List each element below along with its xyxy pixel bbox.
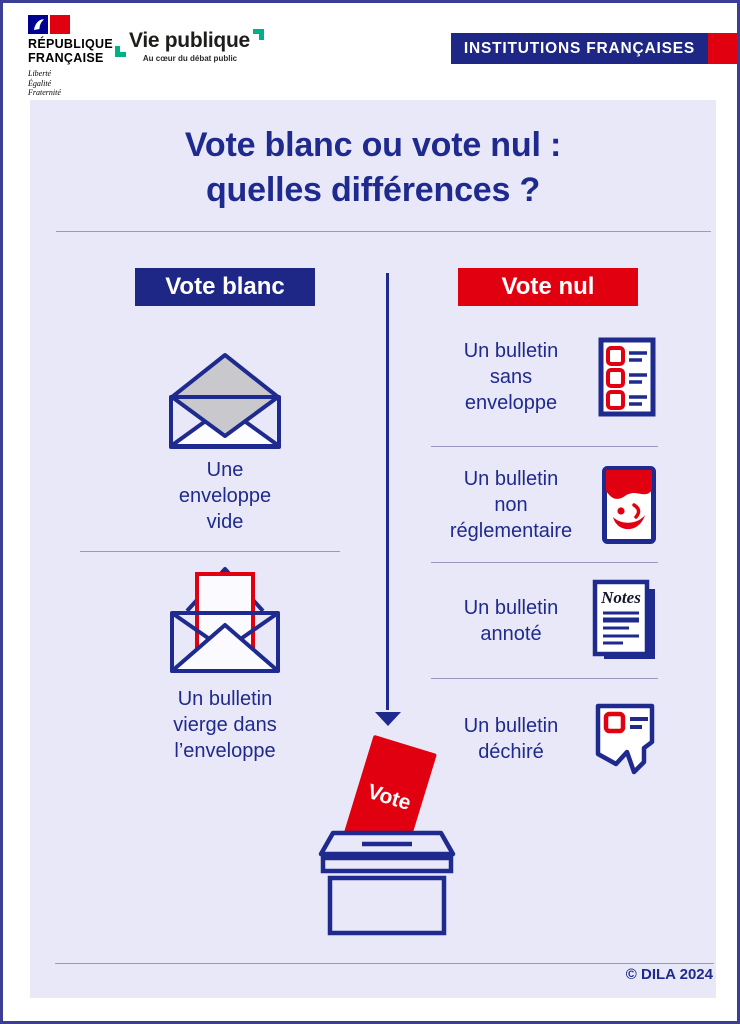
down-arrow-line <box>386 273 389 710</box>
torn-ballot-icon <box>594 702 656 776</box>
torn-ballot-label: Un bulletin déchiré <box>463 714 559 763</box>
republique-francaise-logo <box>28 15 113 98</box>
title-divider <box>56 231 711 232</box>
vie-publique-tagline: Au cœur du débat public <box>142 54 238 63</box>
annotated-ballot-icon <box>591 579 659 663</box>
ballot-without-envelope-label: Un bulletin sans enveloppe <box>463 340 559 414</box>
ballot-box-icon <box>316 829 458 937</box>
vie-publique-name: Vie publique <box>129 29 250 52</box>
vote-nul-list <box>431 308 658 798</box>
empty-envelope-icon <box>165 350 285 452</box>
vote-card-label: Vote <box>364 780 414 815</box>
empty-envelope-label: Une enveloppe vide <box>178 459 272 533</box>
copyright: © DILA 2024 <box>625 966 713 983</box>
page-title: Vote blanc ou vote nul : quelles différences ? <box>184 126 562 209</box>
list-item <box>431 563 658 678</box>
republique-motto: Liberté Égalité Fraternité <box>28 69 61 97</box>
badge-red-square <box>708 33 737 64</box>
down-arrow-head-icon <box>375 712 401 726</box>
list-item <box>431 447 658 562</box>
svg-text:Notes: Notes <box>601 587 641 607</box>
main-panel <box>30 100 716 998</box>
green-corner-bracket-icon <box>253 29 264 40</box>
vote-blanc-header: Vote blanc <box>135 268 315 306</box>
left-column-divider <box>80 551 340 552</box>
list-item <box>431 308 658 446</box>
institutions-francaises-badge <box>451 33 737 64</box>
green-corner-bracket-icon <box>115 46 126 57</box>
blank-ballot-in-envelope-icon <box>166 561 284 675</box>
republique-name: RÉPUBLIQUE FRANÇAISE <box>28 37 113 65</box>
ballot-without-envelope-icon <box>598 337 656 417</box>
french-flag-icon <box>28 15 70 34</box>
non-regulation-ballot-label: Un bulletin non réglementaire <box>449 467 573 542</box>
vie-publique-logo <box>125 29 255 71</box>
footer-divider <box>55 963 714 964</box>
non-regulation-ballot-icon <box>602 466 656 544</box>
badge-label: INSTITUTIONS FRANÇAISES <box>451 33 708 64</box>
annotated-ballot-label: Un bulletin annoté <box>463 596 559 645</box>
list-item <box>431 679 658 798</box>
blank-ballot-label: Un bulletin vierge dans l’enveloppe <box>173 688 277 762</box>
vote-nul-header: Vote nul <box>458 268 638 306</box>
